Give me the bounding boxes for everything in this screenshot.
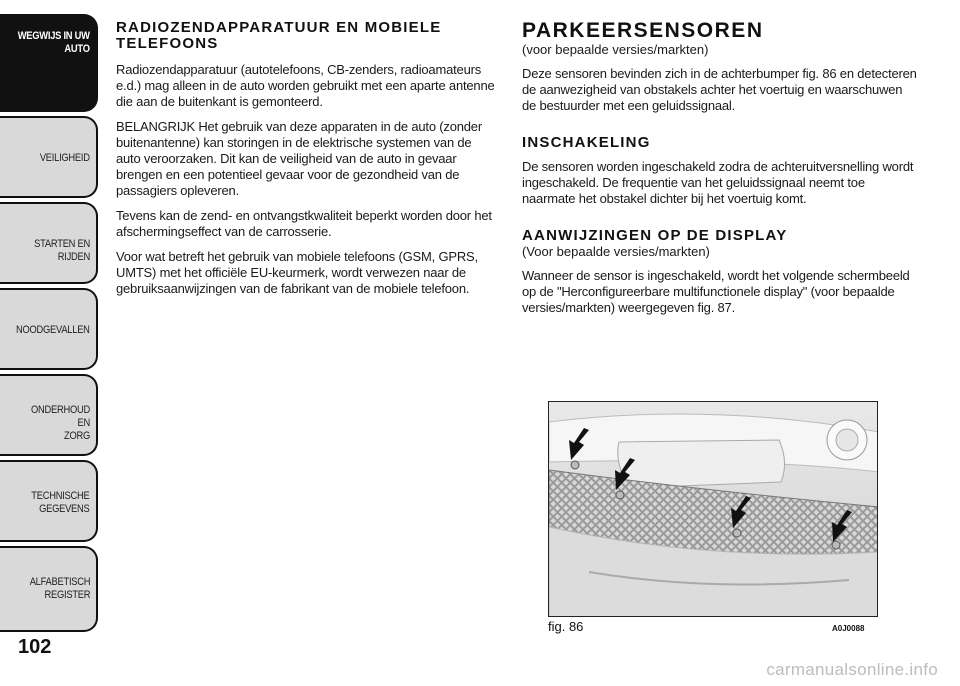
paragraph: Radiozendapparatuur (autotelefoons, CB-zenders, radioamateurs e.d.) mag alleen in de auto worden gebruikt met een aparte antenne die aan de buitenkant is gemonteerd.: [116, 62, 495, 109]
left-column: [116, 20, 498, 306]
tab-label: ALFABETISCH REGISTER: [29, 576, 90, 601]
tab-label: NOODGEVALLEN: [16, 324, 90, 336]
paragraph: Tevens kan de zend- en ontvangstkwaliteit beperkt worden door het afschermingseffect van de carrosserie.: [116, 208, 492, 239]
tab-starten-en-rijden[interactable]: [0, 202, 98, 284]
tab-label: VEILIGHEID: [40, 152, 90, 164]
section-heading-display: AANWIJZINGEN OP DE DISPLAY: [522, 227, 788, 244]
tab-technische-gegevens[interactable]: [0, 460, 98, 542]
right-column: [522, 20, 918, 325]
tab-noodgevallen[interactable]: [0, 288, 98, 370]
chapter-sidebar: [0, 0, 100, 686]
section-heading-radio: RADIOZENDAPPARATUUR EN MOBIELE TELEFOONS: [116, 19, 442, 52]
page-title: PARKEERSENSOREN: [522, 19, 764, 42]
tab-alfabetisch-register[interactable]: [0, 546, 98, 632]
paragraph: Voor wat betreft het gebruik van mobiele telefoons (GSM, GPRS, UMTS) met het officiële EU-keurmerk, wordt verwezen naar de gebruiksaanwijzingen van de fabrikant van de mobiele telefoon.: [116, 249, 478, 296]
tab-veiligheid[interactable]: [0, 116, 98, 198]
tab-wegwijs[interactable]: [0, 14, 98, 112]
bumper-sensors-figure: [548, 401, 878, 617]
tab-label: STARTEN EN RIJDEN: [34, 238, 90, 263]
watermark: carmanualsonline.info: [766, 660, 938, 679]
tab-label: WEGWIJS IN UW AUTO: [17, 30, 90, 55]
paragraph: Deze sensoren bevinden zich in de achterbumper fig. 86 en detecteren de aanwezigheid van obstakels achter het voertuig en waarschuwen de bestuurder met een geluidssignaal.: [522, 66, 917, 113]
paragraph: De sensoren worden ingeschakeld zodra de achteruitversnelling wordt ingeschakeld. De frequentie van het geluidssignaal neemt toe naarmate het obstakel dichter bij het voertuig komt.: [522, 159, 914, 206]
figure-code: A0J0088: [832, 624, 865, 633]
section-subtitle: (Voor bepaalde versies/markten): [522, 244, 710, 259]
page-number: 102: [18, 636, 52, 658]
figure-caption: fig. 86: [548, 619, 584, 634]
tab-onderhoud-en-zorg[interactable]: [0, 374, 98, 456]
title-subtitle: (voor bepaalde versies/markten): [522, 42, 709, 57]
paragraph: BELANGRIJK Het gebruik van deze apparaten in de auto (zonder buitenantenne) kan storingen in de elektrische systemen van de auto veroorzaken. Dit kan de veiligheid van de auto in gevaar brengen en een potentieel gevaar voor de gezondheid van de passagiers opleveren.: [116, 119, 482, 198]
paragraph: Wanneer de sensor is ingeschakeld, wordt het volgende schermbeeld op de "Herconfigureerbare multifunctionele display" (voor bepaalde versies/markten) weergegeven fig. 87.: [522, 268, 910, 315]
rear-bumper-illustration: [549, 402, 878, 617]
tab-label: TECHNISCHE GEGEVENS: [31, 490, 90, 515]
tab-label: ONDERHOUD EN ZORG: [30, 404, 90, 442]
section-heading-inschakeling: INSCHAKELING: [522, 134, 651, 151]
